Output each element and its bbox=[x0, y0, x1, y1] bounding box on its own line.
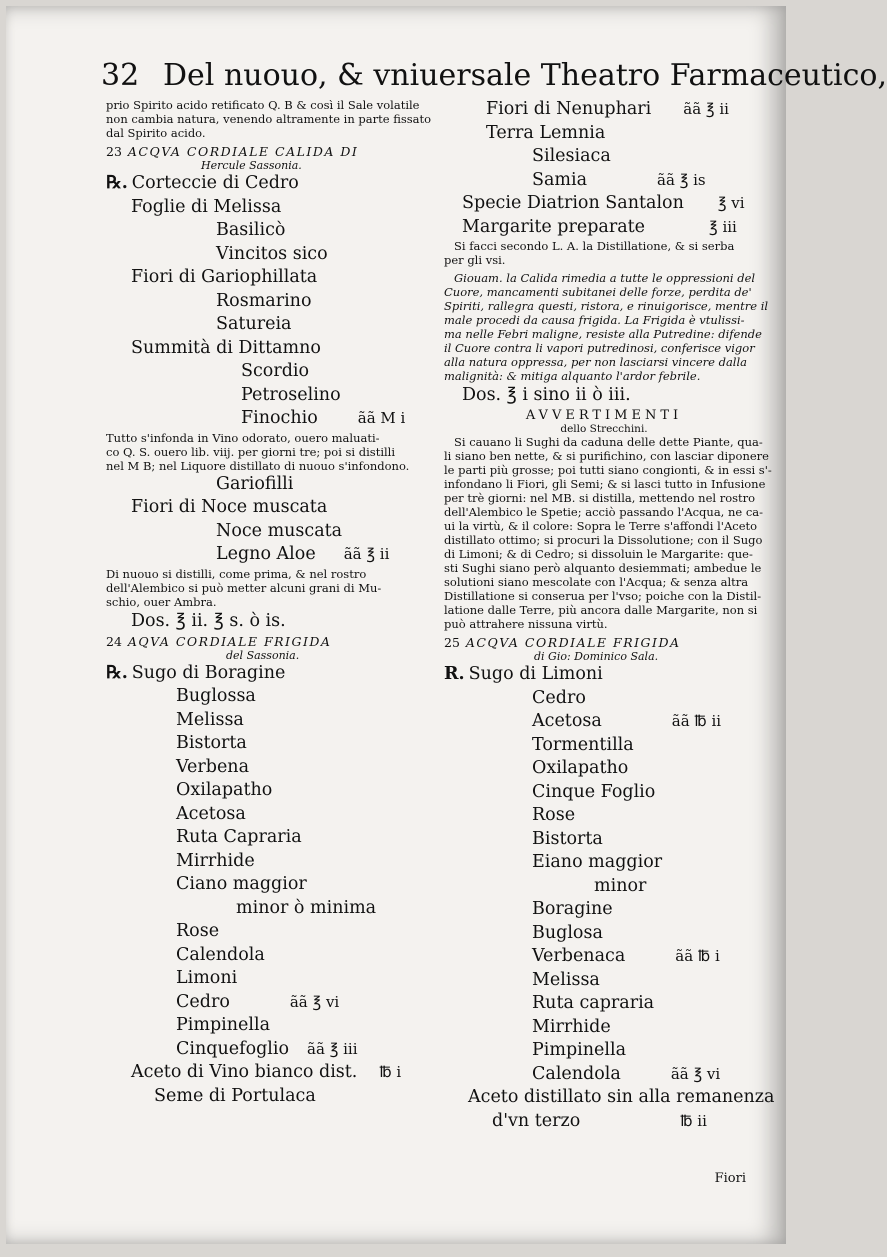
text-line: Si facci secondo L. A. la Distillatione, & si serba bbox=[454, 239, 735, 253]
section-heading: AVVERTIMENTI bbox=[525, 408, 683, 423]
ingredient-list-24-cont bbox=[444, 98, 764, 239]
ingredient: Bistorta bbox=[176, 733, 247, 753]
right-column bbox=[444, 98, 775, 1133]
quantity: ℥ iii bbox=[709, 217, 737, 236]
text-line: ma nelle Febri maligne, resiste alla Putredine: difende bbox=[444, 327, 762, 341]
ingredient: Fiori di Gariophillata bbox=[131, 267, 318, 287]
text-line: di Limoni; & di Cedro; si dissoluin le Margarite: que- bbox=[444, 547, 753, 561]
text-line: Distillatione si conserua per l'vso; poiche con la Distil- bbox=[444, 589, 762, 603]
ingredient: Scordio bbox=[241, 361, 310, 381]
ingredient: Sugo di Boragine bbox=[131, 662, 286, 683]
text-line: nel M B; nel Liquore distillato di nuouo s'infondono. bbox=[106, 458, 410, 473]
ingredient: Acetosa bbox=[532, 711, 602, 731]
ingredient: Eiano maggior bbox=[532, 852, 663, 872]
recipe-icon: ℞. bbox=[106, 173, 128, 193]
recipe-title: ACQVA CORDIALE CALIDA DI bbox=[127, 144, 359, 159]
text-line: distillato ottimo; si procuri la Dissolutione; con il Sugo bbox=[444, 533, 763, 547]
text-line: ui la virtù, & il colore: Sopra le Terre s'affondi l'Aceto bbox=[444, 519, 758, 533]
advice-paragraph bbox=[444, 435, 772, 631]
ingredient: Foglie di Melissa bbox=[131, 196, 282, 217]
recipe-title: ACQVA CORDIALE FRIGIDA bbox=[465, 635, 681, 650]
ingredient: Samia bbox=[532, 169, 588, 190]
text-line: dal Spirito acido. bbox=[106, 126, 206, 140]
text-line: non cambia natura, venendo altramente in parte fissato bbox=[106, 112, 432, 126]
text-line: infondano li Fiori, gli Semi; & si lasci tutto in Infusione bbox=[444, 477, 766, 491]
text-line: sti Sughi siano però alquanto desiemmati; ambedue le bbox=[444, 561, 762, 575]
dose-line: Dos. ℥ i sino ii ò iii. bbox=[462, 385, 631, 405]
text-line: Si cauano li Sughi da caduna delle dette Piante, qua- bbox=[454, 435, 763, 449]
recipe-number: 25 bbox=[444, 635, 460, 650]
ingredient: Ruta capraria bbox=[532, 993, 655, 1013]
text-line: Giouam. la Calida rimedia a tutte le oppressioni del bbox=[454, 271, 756, 285]
ingredient: Rose bbox=[532, 805, 576, 825]
quantity: ãã ℥ vi bbox=[289, 992, 340, 1011]
ingredient: Silesiaca bbox=[532, 146, 611, 166]
ingredient: Buglosa bbox=[532, 922, 603, 943]
recipe-title: AQVA CORDIALE FRIGIDA bbox=[127, 633, 332, 649]
ingredient: Finochio bbox=[241, 408, 318, 428]
ingredient: Mirrhide bbox=[532, 1016, 611, 1037]
text-line: dell'Alembico si può metter alcuni grani di Mu- bbox=[106, 580, 382, 595]
ingredient: Basilicò bbox=[216, 220, 286, 240]
ingredient: Melissa bbox=[532, 969, 600, 990]
ingredient: Sugo di Limoni bbox=[468, 664, 603, 684]
text-line: per trè giorni: nel MB. si distilla, mettendo nel rostro bbox=[444, 491, 756, 505]
ingredient: Ciano maggior bbox=[176, 874, 307, 894]
ingredient: Calendola bbox=[532, 1063, 621, 1084]
ingredient: Cedro bbox=[176, 991, 230, 1012]
running-head bbox=[101, 54, 887, 98]
ingredient: Aceto distillato sin alla remanenza bbox=[468, 1087, 775, 1107]
text-line: Spiriti, rallegra questi, ristora, e rinuigorisce, mentre il bbox=[444, 299, 769, 313]
ingredient: Aceto di Vino bianco dist. bbox=[131, 1062, 358, 1082]
recipe-number: 23 bbox=[106, 144, 122, 159]
ingredient: Ruta Capraria bbox=[176, 827, 302, 847]
ingredient: Summità di Dittamno bbox=[131, 337, 321, 358]
text-line: dell'Alembico le Spetie; acciò passando l'Acqua, ne ca- bbox=[444, 505, 764, 519]
text-line: latione dalle Terre, più ancora dalle Margarite, non si bbox=[444, 603, 758, 617]
recipe-heading-23 bbox=[106, 144, 436, 159]
quantity: ãã ℔ i bbox=[675, 947, 720, 965]
ingredient: Petroselino bbox=[241, 384, 341, 405]
recipe-number: 24 bbox=[106, 633, 122, 649]
ingredient-list-23a bbox=[106, 172, 436, 431]
text-line: schio, ouer Ambra. bbox=[106, 594, 217, 609]
ingredient: Terra Lemnia bbox=[486, 122, 606, 143]
quantity: ℔ i bbox=[379, 1063, 402, 1081]
recipe-icon: ℞. bbox=[106, 662, 128, 683]
ingredient: Verbenaca bbox=[532, 946, 626, 966]
recipe-author: del Sassonia. bbox=[226, 648, 300, 662]
ingredient: Legno Aloe bbox=[216, 544, 316, 564]
ingredient: Pimpinella bbox=[176, 1015, 271, 1035]
ingredient: Seme di Portulaca bbox=[154, 1085, 316, 1106]
ingredient: Limoni bbox=[176, 968, 238, 988]
ingredient: Fiori di Noce muscata bbox=[131, 497, 328, 517]
ingredient: Tormentilla bbox=[532, 734, 634, 755]
text-line: Tutto s'infonda in Vino odorato, ouero maluati- bbox=[106, 430, 380, 445]
ingredient: minor bbox=[594, 875, 647, 896]
ingredient-list-25 bbox=[444, 663, 775, 1133]
ingredient: Buglossa bbox=[176, 686, 256, 706]
quantity: ãã ℥ vi bbox=[670, 1064, 721, 1083]
commentary-paragraph bbox=[444, 271, 769, 383]
ingredient: Bistorta bbox=[532, 828, 603, 849]
ingredient-list-24 bbox=[106, 662, 436, 1109]
ingredient: Gariofilli bbox=[216, 473, 294, 494]
text-line: li siano ben nette, & si purifichino, con lasciar diponere bbox=[444, 449, 769, 463]
ingredient: Pimpinella bbox=[532, 1040, 627, 1060]
quantity: ãã ℥ is bbox=[657, 170, 706, 189]
instruction-paragraph bbox=[444, 239, 764, 267]
text-line: le parti più grosse; poi tutti siano congionti, & in essi s'- bbox=[444, 463, 772, 477]
ingredient: Acetosa bbox=[176, 803, 246, 824]
text-line: malignità: & mitiga alquanto l'ardor febrile. bbox=[444, 369, 701, 383]
ingredient: Corteccie di Cedro bbox=[131, 173, 299, 193]
section-subheading: dello Strecchini. bbox=[560, 423, 648, 435]
ingredient: Melissa bbox=[176, 709, 244, 730]
text-line: Cuore, mancamenti subitanei delle forze, perdita de' bbox=[444, 285, 752, 299]
recipe-icon: R. bbox=[444, 664, 465, 684]
ingredient: Satureia bbox=[216, 314, 292, 334]
text-line: per gli vsi. bbox=[444, 253, 506, 267]
ingredient: Cinque Foglio bbox=[532, 781, 656, 802]
quantity: ãã ℥ iii bbox=[307, 1039, 358, 1058]
recipe-author: di Gio: Dominico Sala. bbox=[534, 650, 659, 663]
recipe-heading-25 bbox=[444, 635, 764, 650]
text-line: alla natura oppressa, per non lasciarsi vincere dalla bbox=[444, 355, 748, 369]
recipe-heading-24 bbox=[106, 634, 436, 649]
ingredient: Cedro bbox=[532, 687, 586, 708]
quantity: ãã ℥ ii bbox=[683, 100, 729, 118]
ingredient: d'vn terzo bbox=[492, 1110, 581, 1131]
dose-line: Dos. ℥ ii. ℥ s. ò is. bbox=[131, 610, 286, 631]
ingredient: Oxilapatho bbox=[532, 758, 629, 778]
quantity: ãã ℔ ii bbox=[671, 712, 722, 730]
quantity: ãã M i bbox=[357, 409, 406, 427]
ingredient: minor ò minima bbox=[236, 897, 377, 918]
ingredient-list-23b bbox=[106, 473, 436, 567]
ingredient: Cinquefoglio bbox=[176, 1038, 290, 1059]
quantity: ℥ vi bbox=[717, 194, 745, 212]
ingredient: Vincitos sico bbox=[216, 243, 328, 264]
book-page bbox=[6, 6, 887, 1244]
catchword: Fiori bbox=[714, 1171, 746, 1186]
quantity: ℔ ii bbox=[680, 1111, 707, 1130]
ingredient: Rose bbox=[176, 921, 220, 941]
text-line: prio Spirito acido retificato Q. B & così il Sale volatile bbox=[106, 98, 420, 112]
text-line: Di nuouo si distilli, come prima, & nel rostro bbox=[106, 566, 367, 581]
ingredient: Mirrhide bbox=[176, 850, 255, 871]
instruction-paragraph bbox=[106, 431, 436, 473]
ingredient: Oxilapatho bbox=[176, 780, 273, 800]
text-line: può attrahere nissuna virtù. bbox=[444, 617, 608, 631]
ingredient: Boragine bbox=[532, 899, 613, 919]
ingredient: Fiori di Nenuphari bbox=[486, 99, 652, 119]
left-column bbox=[106, 98, 436, 1108]
page-number: 32 bbox=[101, 58, 140, 93]
quantity: ãã ℥ ii bbox=[343, 545, 390, 563]
ingredient: Noce muscata bbox=[216, 520, 343, 541]
text-line: male procedi da causa frigida. La Frigida è vtulissi- bbox=[444, 313, 745, 327]
ingredient: Specie Diatrion Santalon bbox=[462, 193, 684, 213]
instruction-paragraph bbox=[106, 567, 436, 609]
text-line: il Cuore contra li vapori putredinosi, conferisce vigor bbox=[444, 341, 755, 355]
ingredient: Rosmarino bbox=[216, 290, 312, 311]
ingredient: Calendola bbox=[176, 944, 265, 965]
recipe-author: Hercule Sassonia. bbox=[201, 159, 302, 172]
ingredient: Verbena bbox=[176, 756, 250, 777]
ingredient: Margarite preparate bbox=[462, 216, 646, 237]
intro-paragraph bbox=[106, 98, 436, 140]
text-line: solutioni siano mescolate con l'Acqua; & senza altra bbox=[444, 575, 749, 589]
page-title: Del nuouo, & vniuersale Theatro Farmaceutico, bbox=[163, 58, 887, 93]
text-line: co Q. S. ouero lib. viij. per giorni tre; poi si distilli bbox=[106, 444, 396, 459]
